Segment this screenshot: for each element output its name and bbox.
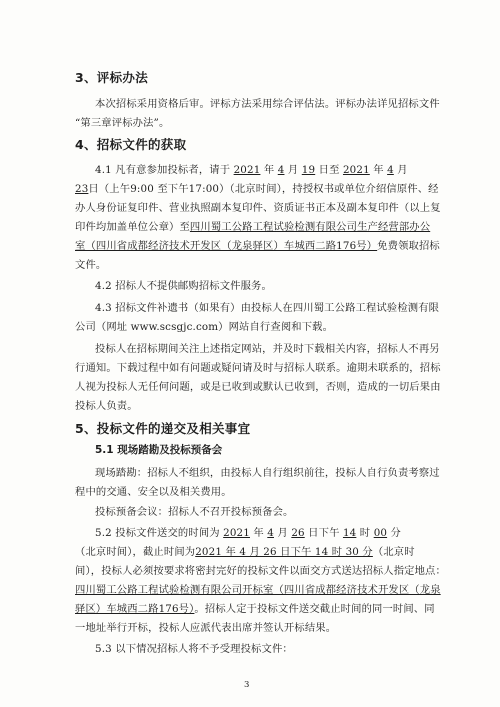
p52-month1: 4: [267, 527, 274, 539]
p41-line-5: [75, 237, 440, 252]
p41-line2-rest: 日（上午9:00 至下午17:00）（北京时间），持授权书或单位介绍信原件、经: [88, 183, 439, 195]
p52-deadline: 2021 年 4 月 26 日下午 14 时 30 分: [195, 546, 373, 558]
s51-line-1: 现场踏勘：招标人不组织，由投标人自行组织前往，投标人自行负责考察过: [95, 467, 440, 479]
p52-line-5: [75, 600, 435, 615]
p52-line2-tail: （北京时: [372, 546, 415, 558]
s51-heading: 5.1 现场踏勘及投标预备会: [95, 444, 223, 456]
p41-nian2: 年: [373, 164, 384, 176]
p52-address-2: 驿区）车城西二路176号）: [75, 603, 195, 615]
section-3-heading: 3、评标办法: [75, 70, 148, 85]
p52-day1: 26: [291, 527, 305, 539]
p52-intro: 5.2 投标文件送交的时间为: [95, 527, 220, 539]
sec3-line-2: “第三章评标办法”。: [75, 117, 170, 129]
p41-line-3: 办人身份证复印件、营业执照副本复印件、资质证书正本及副本复印件（以上复: [75, 202, 441, 214]
p52-line-1: [95, 524, 401, 539]
p42-line: 4.2 招标人不提供邮购招标文件服务。: [95, 280, 272, 292]
p41-year1: 2021: [233, 164, 261, 176]
p43-line-2: 公司（网址 www.scsgjc.com）网站自行查阅和下载。: [75, 321, 334, 333]
s51-line-3: 投标预备会议：招标人不召开投标预备会。: [95, 506, 294, 518]
section-4-heading: 4、招标文件的获取: [75, 137, 187, 152]
p41-year2: 2021: [342, 164, 370, 176]
page-number: 3: [244, 680, 250, 690]
p44-line-3: 人视为投标人无任何问题，或是已收到或默认已收到，否则，造成的一切后果由: [75, 381, 441, 393]
p44-line-2: 行通知。下载过程中如有问题或疑问请及时与招标人联系。逾期未联系的，招标: [75, 362, 441, 374]
p44-line-1: 投标人在招标期间关注上述指定网站，并及时下载相关内容，招标人不再另: [95, 343, 440, 355]
p41-address-2: 室（四川省成都经济技术开发区（龙泉驿区）车城西二路176号）: [75, 240, 378, 252]
s51-line-2: 程中的交通、安全以及相关费用。: [75, 486, 232, 498]
p41-yue1: 月: [287, 164, 299, 176]
p52-yue1: 月: [277, 527, 288, 539]
p52-hour1: 14: [342, 527, 357, 539]
sec3-line-1: 本次招标采用资格后审。评标方法采用综合评估法。评标办法详见招标文件: [95, 98, 440, 110]
p41-month2: 4: [387, 164, 394, 176]
p41-line4-text: 印件均加盖单位公章）至: [75, 221, 190, 233]
p41-month1: 4: [277, 164, 285, 176]
p41-line-6: 文件。: [75, 259, 107, 271]
p52-line-6: 一地址举行开标，投标人应派代表出席并签认开标结果。: [75, 622, 337, 634]
p52-shi1: 时: [359, 527, 371, 539]
p44-line-4: 投标人负责。: [75, 400, 138, 412]
p41-day2: 23: [75, 183, 89, 195]
p52-min1: 00: [373, 527, 388, 539]
p53-line: 5.3 以下情况招标人将不予受理投标文件：: [95, 643, 293, 655]
p52-line5-text: 。招标人定于投标文件送交截止时间的同一时间、同: [194, 603, 435, 615]
p52-fen1: 分: [390, 527, 401, 539]
p52-nian1: 年: [253, 527, 264, 539]
p52-line2-text: （北京时间），截止时间为: [75, 546, 196, 558]
p41-line-1: [95, 161, 408, 176]
p41-yue2: 月: [397, 164, 408, 176]
p41-nian1: 年: [263, 164, 275, 176]
p41-line-4: [75, 218, 430, 233]
p41-address-1: 四川蜀工公路工程试验检测有限公司生产经营部办公: [189, 221, 431, 233]
p41-line-2: [75, 180, 439, 195]
p52-year1: 2021: [223, 527, 250, 539]
p52-address-1: 四川蜀工公路工程试验检测有限公司开标室（四川省成都经济技术开发区（龙泉: [75, 584, 441, 596]
p52-line-2: [75, 543, 415, 558]
p52-line-4: [75, 581, 441, 596]
p41-ri1: 日至: [318, 164, 340, 176]
p41-day1: 19: [301, 164, 316, 176]
p52-line-3: 间），投标人必须按要求将密封完好的投标文件以面交方式送达招标人指定地点：: [75, 565, 446, 577]
p52-ri1: 日下午: [308, 527, 340, 539]
p43-line-1: 4.3 招标文件补遗书（如果有）由投标人在四川蜀工公路工程试验检测有限: [95, 302, 440, 314]
p41-intro: 4.1 凡有意参加投标者，请于: [95, 164, 231, 176]
section-5-heading: 5、投标文件的递交及相关事宜: [75, 421, 251, 436]
p41-line5-text: 免费领取招标: [377, 240, 440, 252]
